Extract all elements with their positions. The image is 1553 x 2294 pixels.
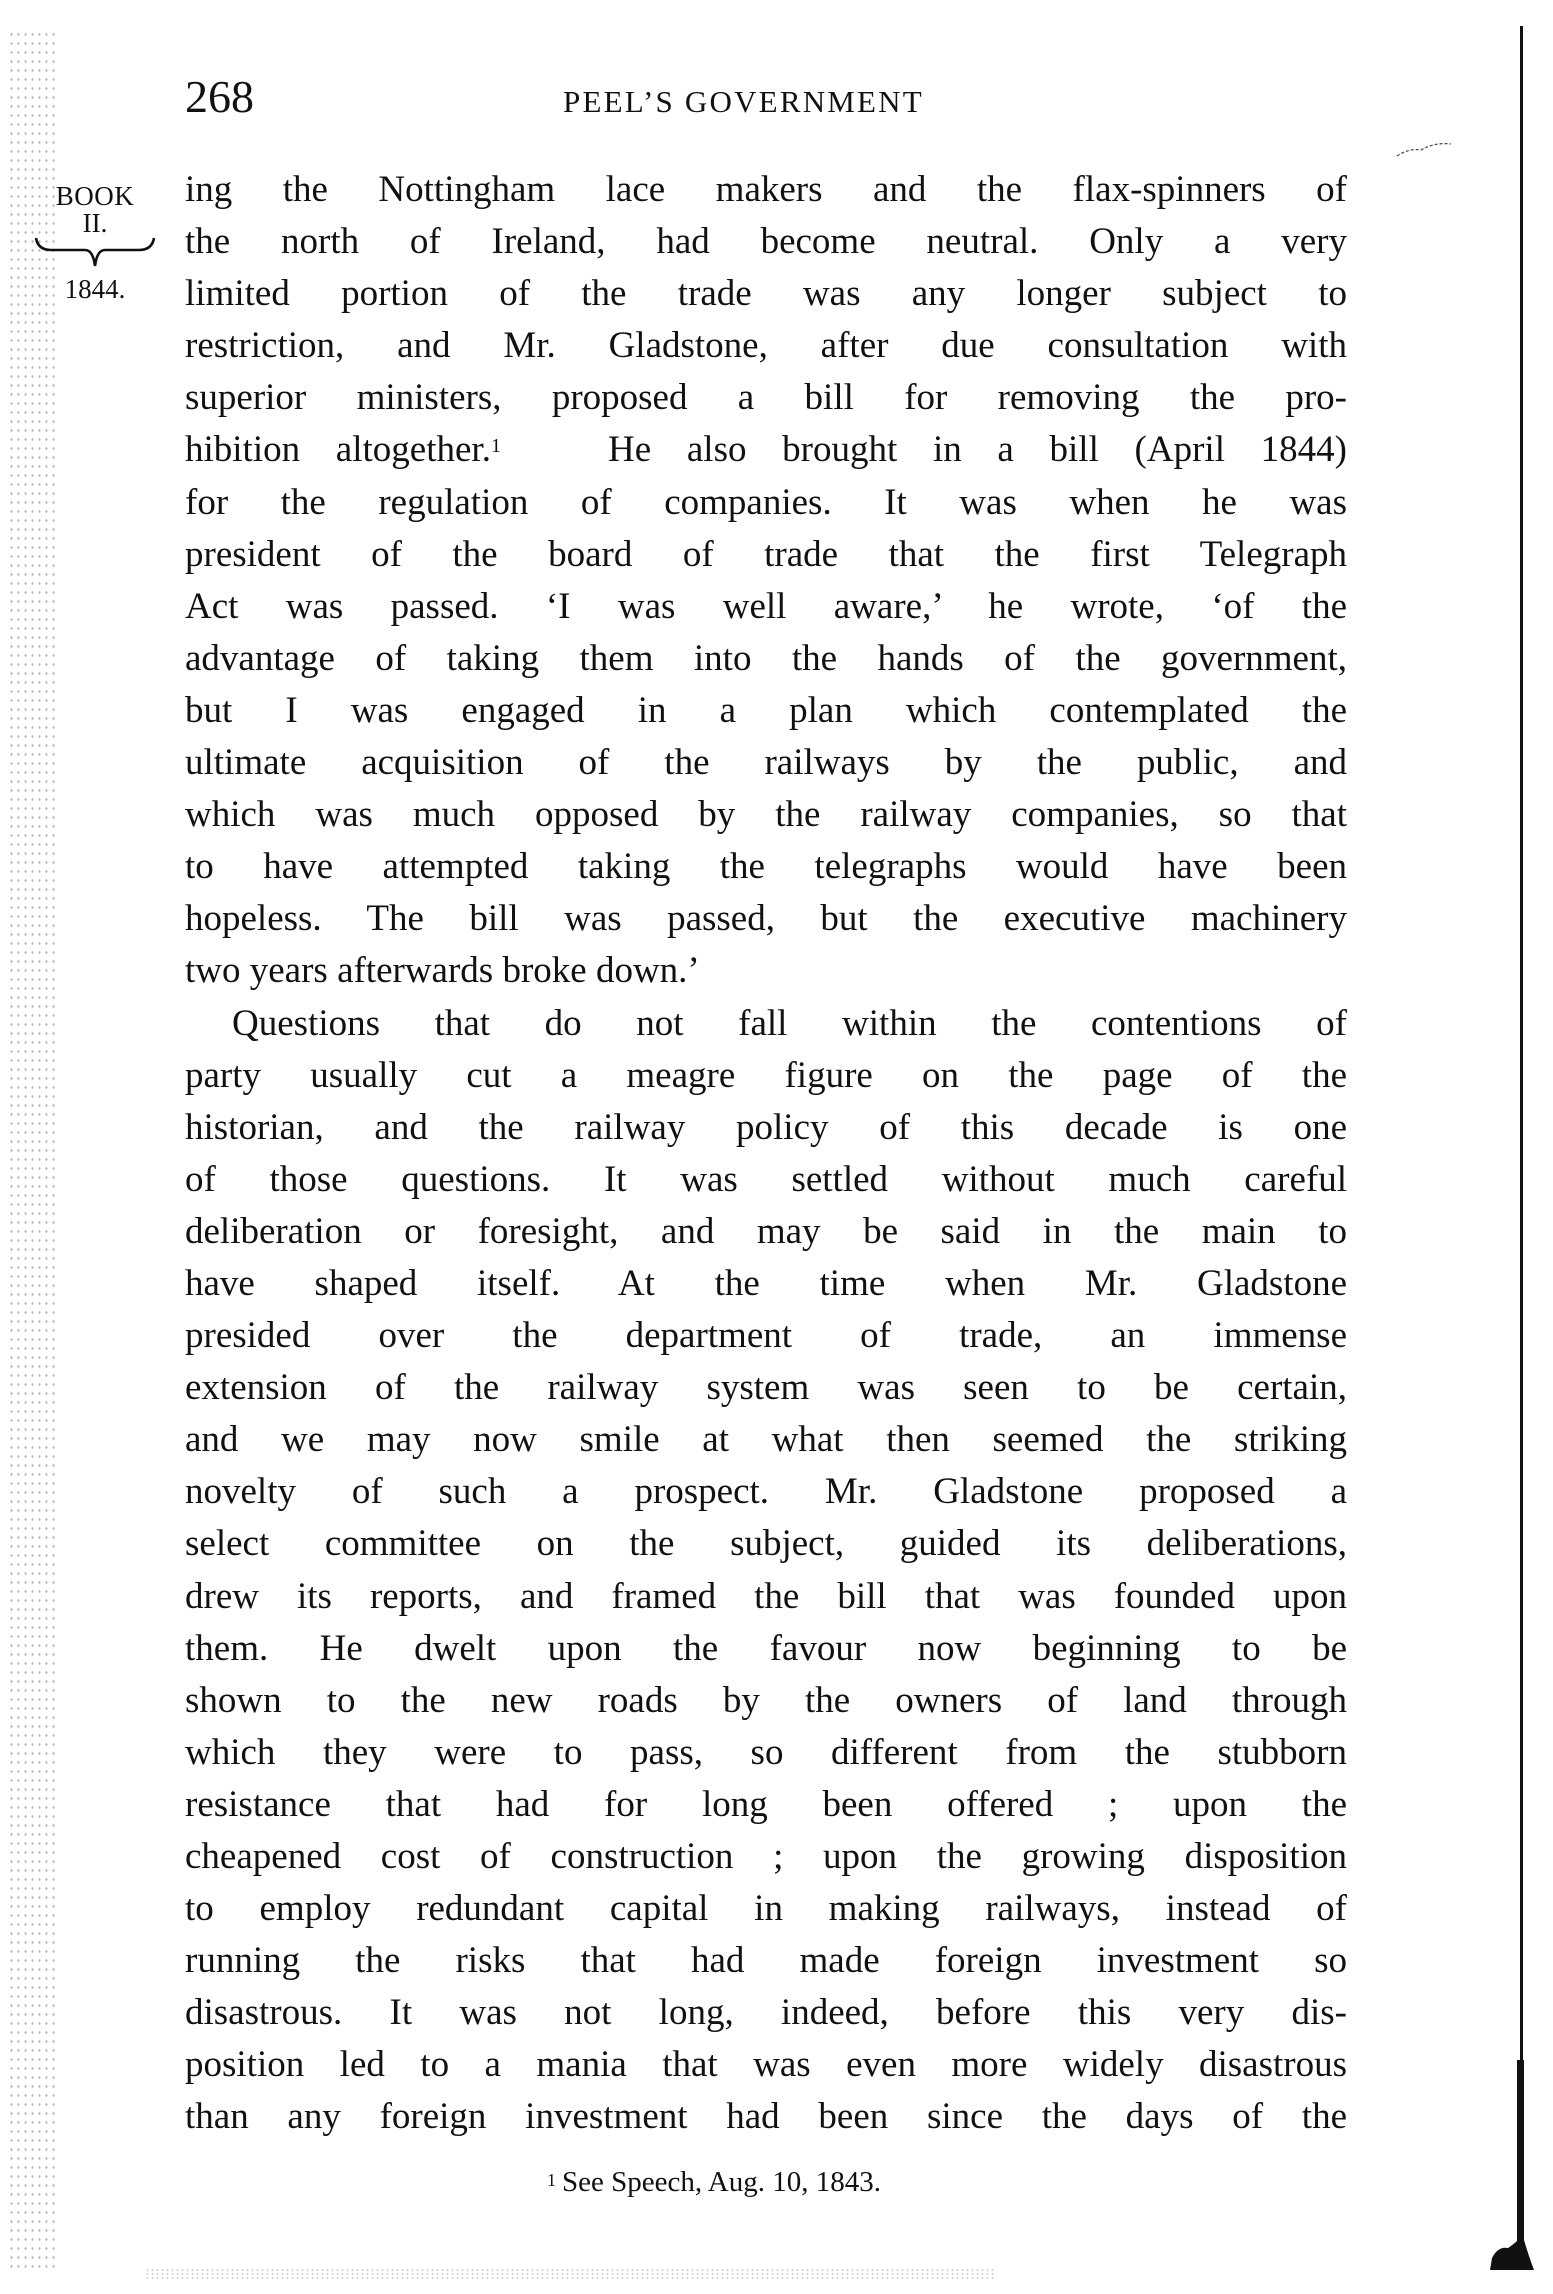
text-line: superior ministers, proposed a bill for removing the pro- [185,377,1347,419]
text-line: which was much opposed by the railway companies, so that [185,794,1347,836]
text-line: than any foreign investment had been since the days of the [185,2096,1347,2138]
margin-book-label: BOOK [55,181,135,211]
text-line: Act was passed. ‘I was well aware,’ he wrote, ‘of the [185,585,1347,627]
curly-brace-icon [33,236,157,272]
scan-edge-speckle [8,30,56,2270]
text-line: disastrous. It was not long, indeed, before this very dis- [185,1992,1347,2034]
pencil-mark-icon [1395,140,1455,160]
margin-note [30,183,160,304]
text-line: to have attempted taking the telegraphs would have been [185,846,1347,888]
paragraph-last-line: two years afterwards broke down.’ [185,950,700,992]
footnote-text: See Speech, Aug. 10, 1843. [562,2166,881,2198]
text-line: deliberation or foresight, and may be said in the main to [185,1210,1347,1252]
text-line: novelty of such a prospect. Mr. Gladstone proposed a [185,1471,1347,1513]
text-line: the north of Ireland, had become neutral. Only a very [185,221,1347,263]
text-line: extension of the railway system was seen to be certain, [185,1367,1347,1409]
text-fragment: hibition altogether. [185,429,491,471]
text-line: select committee on the subject, guided its deliberations, [185,1523,1347,1565]
margin-volume: II. [82,208,108,238]
binding-edge-rule-thick [1517,2060,1524,2250]
text-line: which they were to pass, so different from the stubborn [185,1731,1347,1773]
text-line: for the regulation of companies. It was when he was [185,481,1347,523]
text-line: of those questions. It was settled without much careful [185,1158,1347,1200]
text-line: party usually cut a meagre figure on the page of the [185,1054,1347,1096]
text-line [185,424,1347,476]
text-line: resistance that had for long been offered ; upon the [185,1783,1347,1825]
text-line: shown to the new roads by the owners of land through [185,1679,1347,1721]
text-fragment: He also brought in a bill (April 1844) [608,429,1347,471]
text-line: but I was engaged in a plan which contemplated the [185,689,1347,731]
text-line: and we may now smile at what then seemed the striking [185,1419,1347,1461]
text-line: limited portion of the trade was any longer subject to [185,273,1347,315]
text-line: have shaped itself. At the time when Mr. Gladstone [185,1262,1347,1304]
paragraph-first-line: Questions that do not fall within the contentions of [232,1002,1347,1044]
text-line: position led to a mania that was even more widely disastrous [185,2044,1347,2086]
footnote-marker: 1 [547,2170,556,2190]
text-line: running the risks that had made foreign investment so [185,1940,1347,1982]
text-line: to employ redundant capital in making railways, instead of [185,1888,1347,1930]
scan-bleed-through [145,2268,995,2280]
footnote-reference[interactable]: 1 [490,435,501,458]
margin-year: 1844. [64,274,126,304]
text-line: presided over the department of trade, an immense [185,1315,1347,1357]
footnote [547,2162,881,2202]
body-text [185,164,1347,2144]
text-line: cheapened cost of construction ; upon the growing disposition [185,1836,1347,1877]
binding-edge-rule [1520,26,1523,2246]
text-line: president of the board of trade that the first Telegraph [185,533,1347,575]
text-line: ultimate acquisition of the railways by the public, and [185,742,1347,784]
running-title: PEEL’S GOVERNMENT [563,84,924,119]
text-line: advantage of taking them into the hands of the government, [185,637,1347,679]
text-line: hopeless. The bill was passed, but the executive machinery [185,898,1347,940]
text-line: restriction, and Mr. Gladstone, after due consultation with [185,325,1347,367]
text-line: historian, and the railway policy of this decade is one [185,1106,1347,1148]
text-line: them. He dwelt upon the favour now beginning to be [185,1627,1347,1669]
ink-blot-icon [1488,2240,1534,2270]
page-number: 268 [185,71,254,122]
text-line: drew its reports, and framed the bill that was founded upon [185,1575,1347,1617]
text-line: ing the Nottingham lace makers and the flax-spinners of [185,169,1347,210]
